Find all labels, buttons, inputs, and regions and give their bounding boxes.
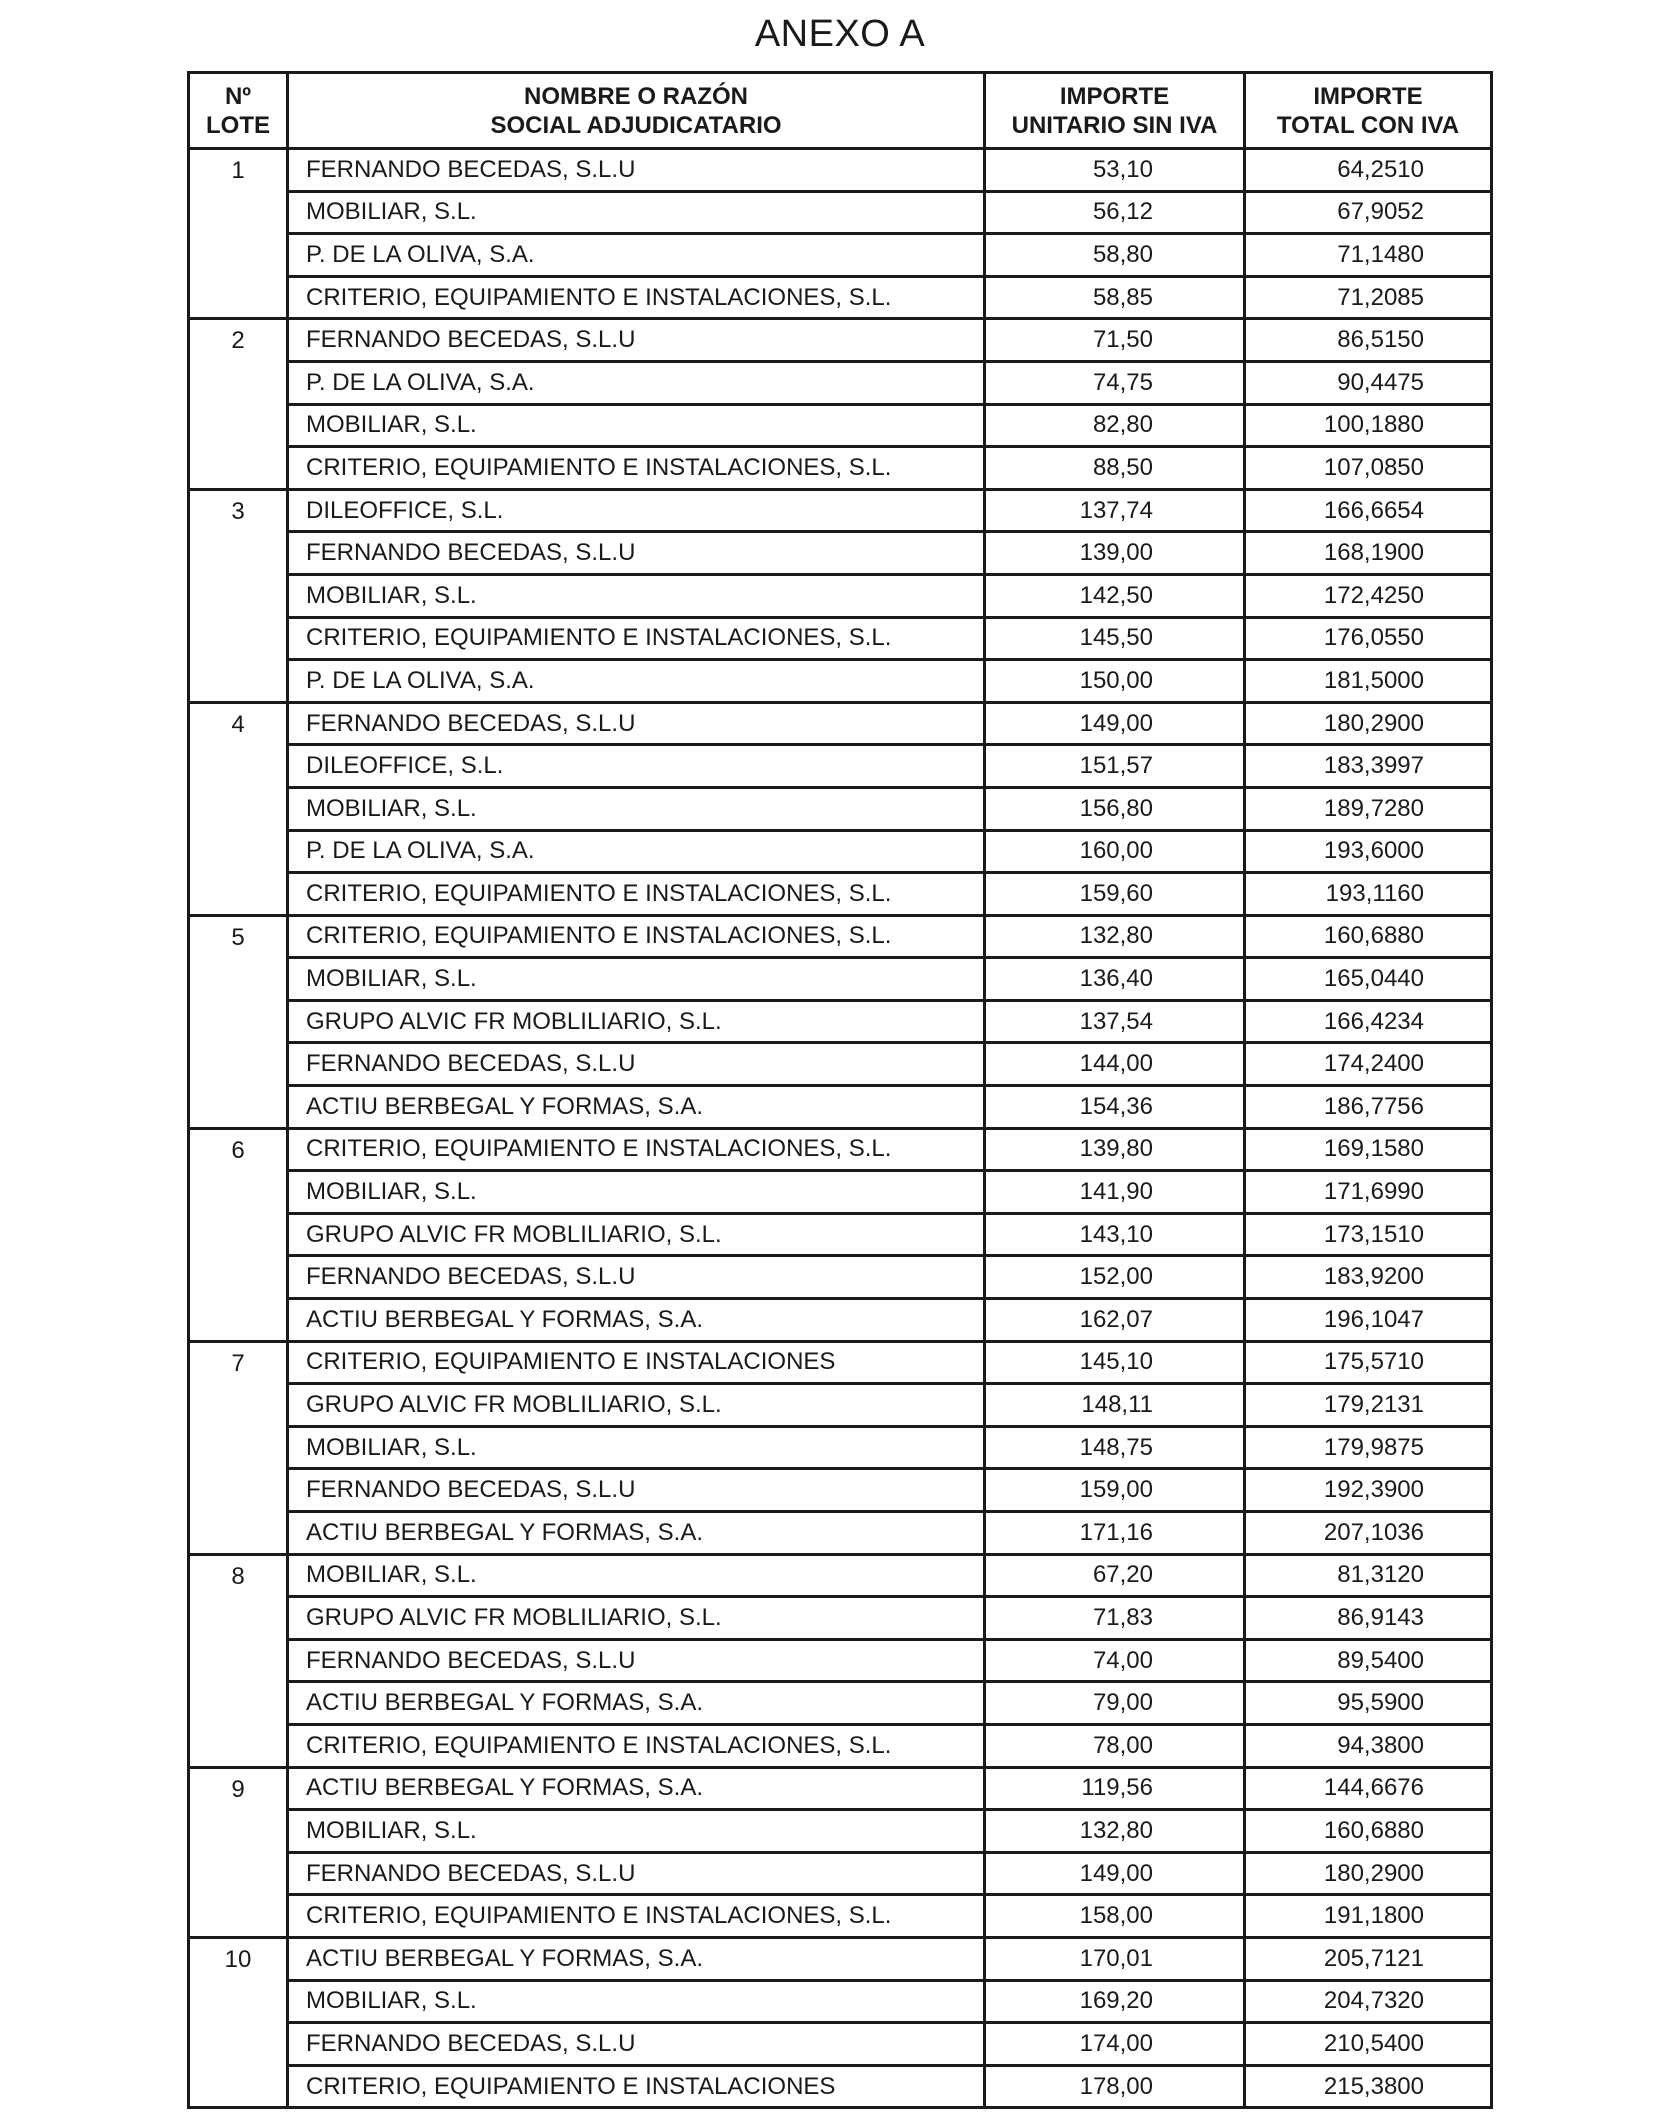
table-row — [189, 1000, 1492, 1043]
bidder-name: ACTIU BERBEGAL Y FORMAS, S.A. — [288, 1512, 985, 1555]
bidder-name: ACTIU BERBEGAL Y FORMAS, S.A. — [288, 1086, 985, 1129]
unit-price: 174,00 — [985, 2023, 1245, 2066]
bidder-name: MOBILIAR, S.L. — [288, 1171, 985, 1214]
bidder-name: ACTIU BERBEGAL Y FORMAS, S.A. — [288, 1682, 985, 1725]
table-row — [189, 1895, 1492, 1938]
table-row — [189, 660, 1492, 703]
bidder-name: FERNANDO BECEDAS, S.L.U — [288, 702, 985, 745]
total-price: 90,4475 — [1245, 361, 1492, 404]
total-price: 89,5400 — [1245, 1639, 1492, 1682]
bidder-name: DILEOFFICE, S.L. — [288, 745, 985, 788]
unit-price: 148,75 — [985, 1426, 1245, 1469]
bidder-name: ACTIU BERBEGAL Y FORMAS, S.A. — [288, 1767, 985, 1810]
bidder-name: ACTIU BERBEGAL Y FORMAS, S.A. — [288, 1937, 985, 1980]
unit-price: 78,00 — [985, 1724, 1245, 1767]
total-price: 179,9875 — [1245, 1426, 1492, 1469]
total-price: 160,6880 — [1245, 1810, 1492, 1853]
lote-number: 2 — [189, 319, 288, 489]
bidder-name: GRUPO ALVIC FR MOBLILIARIO, S.L. — [288, 1384, 985, 1427]
table-row — [189, 191, 1492, 234]
total-price: 86,5150 — [1245, 319, 1492, 362]
table-row — [189, 873, 1492, 916]
unit-price: 132,80 — [985, 1810, 1245, 1853]
bidder-name: CRITERIO, EQUIPAMIENTO E INSTALACIONES, S.L. — [288, 873, 985, 916]
unit-price: 142,50 — [985, 574, 1245, 617]
bidder-name: CRITERIO, EQUIPAMIENTO E INSTALACIONES, S.L. — [288, 1724, 985, 1767]
total-price: 210,5400 — [1245, 2023, 1492, 2066]
table-row — [189, 1341, 1492, 1384]
unit-price: 160,00 — [985, 830, 1245, 873]
table-row — [189, 149, 1492, 192]
unit-price: 88,50 — [985, 447, 1245, 490]
lote-number: 8 — [189, 1554, 288, 1767]
unit-price: 159,00 — [985, 1469, 1245, 1512]
table-row — [189, 319, 1492, 362]
table-row — [189, 1213, 1492, 1256]
total-price: 86,9143 — [1245, 1597, 1492, 1640]
bidder-name: CRITERIO, EQUIPAMIENTO E INSTALACIONES, S.L. — [288, 447, 985, 490]
total-price: 193,1160 — [1245, 873, 1492, 916]
unit-price: 162,07 — [985, 1299, 1245, 1342]
total-price: 207,1036 — [1245, 1512, 1492, 1555]
table-row — [189, 2065, 1492, 2108]
table-row — [189, 234, 1492, 277]
total-price: 186,7756 — [1245, 1086, 1492, 1129]
bidder-name: FERNANDO BECEDAS, S.L.U — [288, 2023, 985, 2066]
table-row — [189, 489, 1492, 532]
table-row — [189, 1767, 1492, 1810]
total-price: 165,0440 — [1245, 958, 1492, 1001]
bidder-name: CRITERIO, EQUIPAMIENTO E INSTALACIONES, S.L. — [288, 915, 985, 958]
unit-price: 156,80 — [985, 787, 1245, 830]
unit-price: 149,00 — [985, 1852, 1245, 1895]
total-price: 169,1580 — [1245, 1128, 1492, 1171]
unit-price: 139,80 — [985, 1128, 1245, 1171]
bidder-name: GRUPO ALVIC FR MOBLILIARIO, S.L. — [288, 1000, 985, 1043]
lote-number: 5 — [189, 915, 288, 1128]
table-row — [189, 276, 1492, 319]
bidder-name: DILEOFFICE, S.L. — [288, 489, 985, 532]
unit-price: 159,60 — [985, 873, 1245, 916]
table-row — [189, 787, 1492, 830]
table-row — [189, 1597, 1492, 1640]
table-row — [189, 1682, 1492, 1725]
unit-price: 53,10 — [985, 149, 1245, 192]
header-name-line-1: NOMBRE O RAZÓN — [524, 82, 748, 110]
unit-price: 154,36 — [985, 1086, 1245, 1129]
table-row — [189, 574, 1492, 617]
bidder-name: MOBILIAR, S.L. — [288, 574, 985, 617]
total-price: 175,5710 — [1245, 1341, 1492, 1384]
unit-price: 158,00 — [985, 1895, 1245, 1938]
header-lote — [189, 73, 288, 149]
table-row — [189, 404, 1492, 447]
bidder-name: P. DE LA OLIVA, S.A. — [288, 830, 985, 873]
table-row — [189, 915, 1492, 958]
table-row — [189, 2023, 1492, 2066]
bidder-name: ACTIU BERBEGAL Y FORMAS, S.A. — [288, 1299, 985, 1342]
total-price: 67,9052 — [1245, 191, 1492, 234]
unit-price: 152,00 — [985, 1256, 1245, 1299]
table-row — [189, 1171, 1492, 1214]
unit-price: 71,83 — [985, 1597, 1245, 1640]
bidder-name: P. DE LA OLIVA, S.A. — [288, 234, 985, 277]
bidder-name: MOBILIAR, S.L. — [288, 191, 985, 234]
total-price: 171,6990 — [1245, 1171, 1492, 1214]
unit-price: 136,40 — [985, 958, 1245, 1001]
total-price: 183,3997 — [1245, 745, 1492, 788]
header-lote-line-2: LOTE — [206, 111, 270, 139]
bidder-name: CRITERIO, EQUIPAMIENTO E INSTALACIONES, S.L. — [288, 1128, 985, 1171]
header-unit-line-2: UNITARIO SIN IVA — [1011, 111, 1218, 139]
total-price: 100,1880 — [1245, 404, 1492, 447]
total-price: 160,6880 — [1245, 915, 1492, 958]
unit-price: 150,00 — [985, 660, 1245, 703]
header-total-line-1: IMPORTE — [1313, 82, 1423, 110]
lote-number: 9 — [189, 1767, 288, 1937]
unit-price: 71,50 — [985, 319, 1245, 362]
total-price: 180,2900 — [1245, 1852, 1492, 1895]
bidder-name: FERNANDO BECEDAS, S.L.U — [288, 1256, 985, 1299]
bidder-name: FERNANDO BECEDAS, S.L.U — [288, 1852, 985, 1895]
lote-number: 7 — [189, 1341, 288, 1554]
bidder-name: MOBILIAR, S.L. — [288, 1554, 985, 1597]
unit-price: 171,16 — [985, 1512, 1245, 1555]
total-price: 180,2900 — [1245, 702, 1492, 745]
table-row — [189, 1810, 1492, 1853]
table-row — [189, 1256, 1492, 1299]
table-row — [189, 1086, 1492, 1129]
bidder-name: MOBILIAR, S.L. — [288, 1426, 985, 1469]
bidder-name: MOBILIAR, S.L. — [288, 1810, 985, 1853]
award-table — [187, 71, 1493, 2109]
total-price: 173,1510 — [1245, 1213, 1492, 1256]
total-price: 189,7280 — [1245, 787, 1492, 830]
bidder-name: FERNANDO BECEDAS, S.L.U — [288, 1469, 985, 1512]
table-row — [189, 830, 1492, 873]
table-row — [189, 1426, 1492, 1469]
unit-price: 58,80 — [985, 234, 1245, 277]
total-price: 81,3120 — [1245, 1554, 1492, 1597]
total-price: 144,6676 — [1245, 1767, 1492, 1810]
bidder-name: FERNANDO BECEDAS, S.L.U — [288, 319, 985, 362]
total-price: 204,7320 — [1245, 1980, 1492, 2023]
total-price: 174,2400 — [1245, 1043, 1492, 1086]
unit-price: 145,50 — [985, 617, 1245, 660]
bidder-name: P. DE LA OLIVA, S.A. — [288, 361, 985, 404]
bidder-name: GRUPO ALVIC FR MOBLILIARIO, S.L. — [288, 1213, 985, 1256]
total-price: 192,3900 — [1245, 1469, 1492, 1512]
total-price: 215,3800 — [1245, 2065, 1492, 2108]
header-total-line-2: TOTAL CON IVA — [1276, 111, 1460, 139]
table-row — [189, 745, 1492, 788]
header-lote-line-1: Nº — [224, 82, 252, 110]
table-header — [189, 73, 1492, 149]
table-row — [189, 1043, 1492, 1086]
header-name — [288, 73, 985, 149]
unit-price: 79,00 — [985, 1682, 1245, 1725]
table-body — [189, 149, 1492, 2108]
bidder-name: CRITERIO, EQUIPAMIENTO E INSTALACIONES — [288, 2065, 985, 2108]
lote-number: 4 — [189, 702, 288, 915]
total-price: 196,1047 — [1245, 1299, 1492, 1342]
unit-price: 144,00 — [985, 1043, 1245, 1086]
bidder-name: CRITERIO, EQUIPAMIENTO E INSTALACIONES, S.L. — [288, 276, 985, 319]
bidder-name: MOBILIAR, S.L. — [288, 958, 985, 1001]
table-row — [189, 361, 1492, 404]
table-row — [189, 447, 1492, 490]
lote-number: 10 — [189, 1937, 288, 2107]
bidder-name: CRITERIO, EQUIPAMIENTO E INSTALACIONES, S.L. — [288, 1895, 985, 1938]
unit-price: 145,10 — [985, 1341, 1245, 1384]
bidder-name: FERNANDO BECEDAS, S.L.U — [288, 1043, 985, 1086]
total-price: 107,0850 — [1245, 447, 1492, 490]
unit-price: 82,80 — [985, 404, 1245, 447]
table-row — [189, 1128, 1492, 1171]
unit-price: 148,11 — [985, 1384, 1245, 1427]
total-price: 94,3800 — [1245, 1724, 1492, 1767]
table-row — [189, 532, 1492, 575]
bidder-name: P. DE LA OLIVA, S.A. — [288, 660, 985, 703]
total-price: 168,1900 — [1245, 532, 1492, 575]
table-row — [189, 1469, 1492, 1512]
table-row — [189, 958, 1492, 1001]
unit-price: 56,12 — [985, 191, 1245, 234]
table-row — [189, 1980, 1492, 2023]
bidder-name: MOBILIAR, S.L. — [288, 1980, 985, 2023]
bidder-name: FERNANDO BECEDAS, S.L.U — [288, 532, 985, 575]
unit-price: 74,00 — [985, 1639, 1245, 1682]
unit-price: 170,01 — [985, 1937, 1245, 1980]
total-price: 183,9200 — [1245, 1256, 1492, 1299]
unit-price: 169,20 — [985, 1980, 1245, 2023]
total-price: 95,5900 — [1245, 1682, 1492, 1725]
bidder-name: CRITERIO, EQUIPAMIENTO E INSTALACIONES — [288, 1341, 985, 1384]
unit-price: 132,80 — [985, 915, 1245, 958]
table-row — [189, 1512, 1492, 1555]
total-price: 193,6000 — [1245, 830, 1492, 873]
bidder-name: MOBILIAR, S.L. — [288, 787, 985, 830]
table-row — [189, 1554, 1492, 1597]
unit-price: 151,57 — [985, 745, 1245, 788]
table-row — [189, 702, 1492, 745]
table-row — [189, 617, 1492, 660]
header-total-price — [1245, 73, 1492, 149]
bidder-name: CRITERIO, EQUIPAMIENTO E INSTALACIONES, S.L. — [288, 617, 985, 660]
table-row — [189, 1937, 1492, 1980]
total-price: 71,2085 — [1245, 276, 1492, 319]
bidder-name: GRUPO ALVIC FR MOBLILIARIO, S.L. — [288, 1597, 985, 1640]
page-title: ANEXO A — [754, 13, 926, 55]
header-row — [189, 73, 1492, 149]
table-row — [189, 1852, 1492, 1895]
total-price: 191,1800 — [1245, 1895, 1492, 1938]
table-row — [189, 1724, 1492, 1767]
unit-price: 67,20 — [985, 1554, 1245, 1597]
unit-price: 137,74 — [985, 489, 1245, 532]
unit-price: 58,85 — [985, 276, 1245, 319]
unit-price: 143,10 — [985, 1213, 1245, 1256]
table-row — [189, 1384, 1492, 1427]
header-unit-line-1: IMPORTE — [1059, 82, 1170, 110]
bidder-name: FERNANDO BECEDAS, S.L.U — [288, 149, 985, 192]
total-price: 166,4234 — [1245, 1000, 1492, 1043]
total-price: 181,5000 — [1245, 660, 1492, 703]
total-price: 205,7121 — [1245, 1937, 1492, 1980]
table-row — [189, 1639, 1492, 1682]
total-price: 172,4250 — [1245, 574, 1492, 617]
unit-price: 137,54 — [985, 1000, 1245, 1043]
unit-price: 141,90 — [985, 1171, 1245, 1214]
unit-price: 139,00 — [985, 532, 1245, 575]
bidder-name: MOBILIAR, S.L. — [288, 404, 985, 447]
lote-number: 3 — [189, 489, 288, 702]
lote-number: 6 — [189, 1128, 288, 1341]
total-price: 166,6654 — [1245, 489, 1492, 532]
total-price: 179,2131 — [1245, 1384, 1492, 1427]
total-price: 64,2510 — [1245, 149, 1492, 192]
table-row — [189, 1299, 1492, 1342]
header-name-line-2: SOCIAL ADJUDICATARIO — [490, 111, 782, 139]
total-price: 71,1480 — [1245, 234, 1492, 277]
bidder-name: FERNANDO BECEDAS, S.L.U — [288, 1639, 985, 1682]
unit-price: 149,00 — [985, 702, 1245, 745]
header-unit-price — [985, 73, 1245, 149]
lote-number: 1 — [189, 149, 288, 319]
unit-price: 178,00 — [985, 2065, 1245, 2108]
unit-price: 74,75 — [985, 361, 1245, 404]
unit-price: 119,56 — [985, 1767, 1245, 1810]
total-price: 176,0550 — [1245, 617, 1492, 660]
